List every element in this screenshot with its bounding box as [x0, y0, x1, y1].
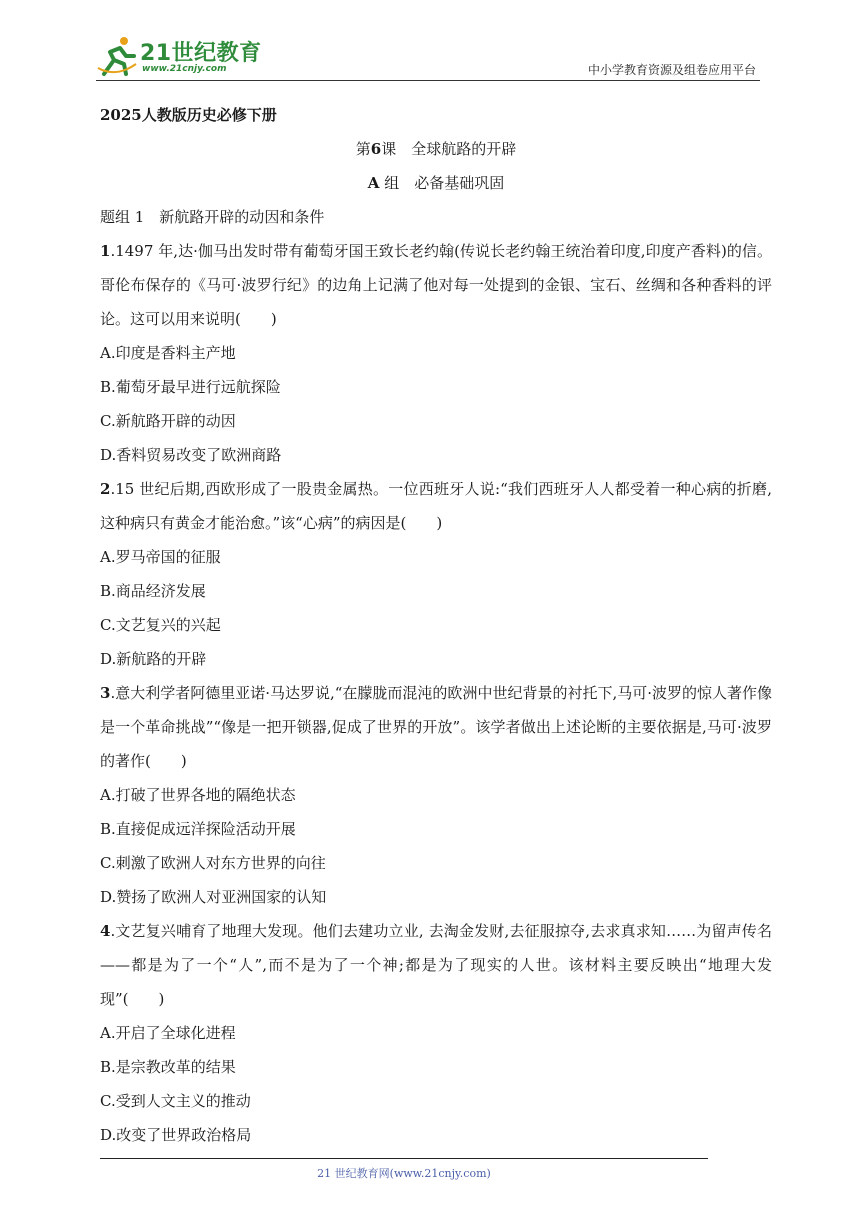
question-4-option-d: D.改变了世界政治格局 [100, 1126, 252, 1144]
lesson-number: 6 [370, 140, 382, 158]
question-3-option-a: A.打破了世界各地的隔绝状态 [100, 786, 296, 804]
group-name: 组 必备基础巩固 [379, 174, 505, 192]
question-1-option-a: A.印度是香料主产地 [100, 344, 236, 362]
runner-logo-icon [96, 34, 140, 78]
question-1-option-b: B.葡萄牙最早进行远航探险 [100, 378, 281, 396]
question-text: .1497 年,达·伽马出发时带有葡萄牙国王致长老约翰(传说长老约翰王统治着印度,印度产香料)的信。哥伦布保存的《马可·波罗行纪》的边角上记满了他对每一处提到的金银、宝石、丝绸和各种香料的评论。这可以用来说明( ) [100, 242, 772, 328]
question-text: .文艺复兴哺育了地理大发现。他们去建功立业, 去淘金发财,去征服掠夺,去求真求知……为留声传名——都是为了一个“人”,而不是为了一个神;都是为了现实的人世。该材料主要反映出“地理大发现”( ) [100, 922, 772, 1008]
question-4-option-a: A.开启了全球化进程 [100, 1024, 236, 1042]
question-2-option-d: D.新航路的开辟 [100, 650, 207, 668]
lesson-title [100, 132, 772, 166]
question-3-stem [100, 676, 772, 778]
lesson-prefix: 第 [355, 140, 371, 158]
question-4-option-b: B.是宗教改革的结果 [100, 1058, 236, 1076]
question-1-option-d: D.香料贸易改变了欧洲商路 [100, 446, 282, 464]
question-1-stem [100, 234, 772, 336]
question-3-option-d: D.赞扬了欧洲人对亚洲国家的认知 [100, 888, 327, 906]
platform-label: 中小学教育资源及组卷应用平台 [587, 63, 756, 77]
group-letter: A [367, 174, 380, 192]
logo [96, 34, 266, 78]
footer-divider [100, 1158, 708, 1159]
section-heading [100, 166, 772, 200]
question-2-stem [100, 472, 772, 540]
logo-text: 21世纪教育 [140, 41, 262, 66]
question-2-option-c: C.文艺复兴的兴起 [100, 616, 221, 634]
question-number: 2 [100, 480, 111, 498]
topic-group-heading: 题组 1 新航路开辟的动因和条件 [100, 208, 325, 226]
question-number: 4 [100, 922, 111, 940]
question-number: 1 [100, 242, 111, 260]
question-text: .意大利学者阿德里亚诺·马达罗说,“在朦胧而混沌的欧洲中世纪背景的衬托下,马可·波罗的惊人著作像是一个革命挑战”“像是一把开锁器,促成了世界的开放”。该学者做出上述论断的主要依据是,马可·波罗的著作( ) [100, 684, 772, 770]
document-body [100, 98, 772, 1152]
lesson-name: 课 全球航路的开辟 [381, 140, 517, 158]
page-header [96, 34, 760, 81]
footer-link[interactable]: 21 世纪教育网(www.21cnjy.com) [317, 1167, 491, 1180]
question-2-option-a: A.罗马帝国的征服 [100, 548, 221, 566]
question-2-option-b: B.商品经济发展 [100, 582, 206, 600]
question-number: 3 [100, 684, 111, 702]
question-1-option-c: C.新航路开辟的动因 [100, 412, 236, 430]
book-title: 2025人教版历史必修下册 [100, 106, 277, 124]
question-4-stem [100, 914, 772, 1016]
question-3-option-c: C.刺激了欧洲人对东方世界的向往 [100, 854, 326, 872]
question-3-option-b: B.直接促成远洋探险活动开展 [100, 820, 296, 838]
question-text: .15 世纪后期,西欧形成了一股贵金属热。一位西班牙人说:“我们西班牙人人都受着一种心病的折磨,这种病只有黄金才能治愈。”该“心病”的病因是( ) [100, 480, 772, 532]
question-4-option-c: C.受到人文主义的推动 [100, 1092, 251, 1110]
logo-url: www.21cnjy.com [142, 64, 227, 74]
